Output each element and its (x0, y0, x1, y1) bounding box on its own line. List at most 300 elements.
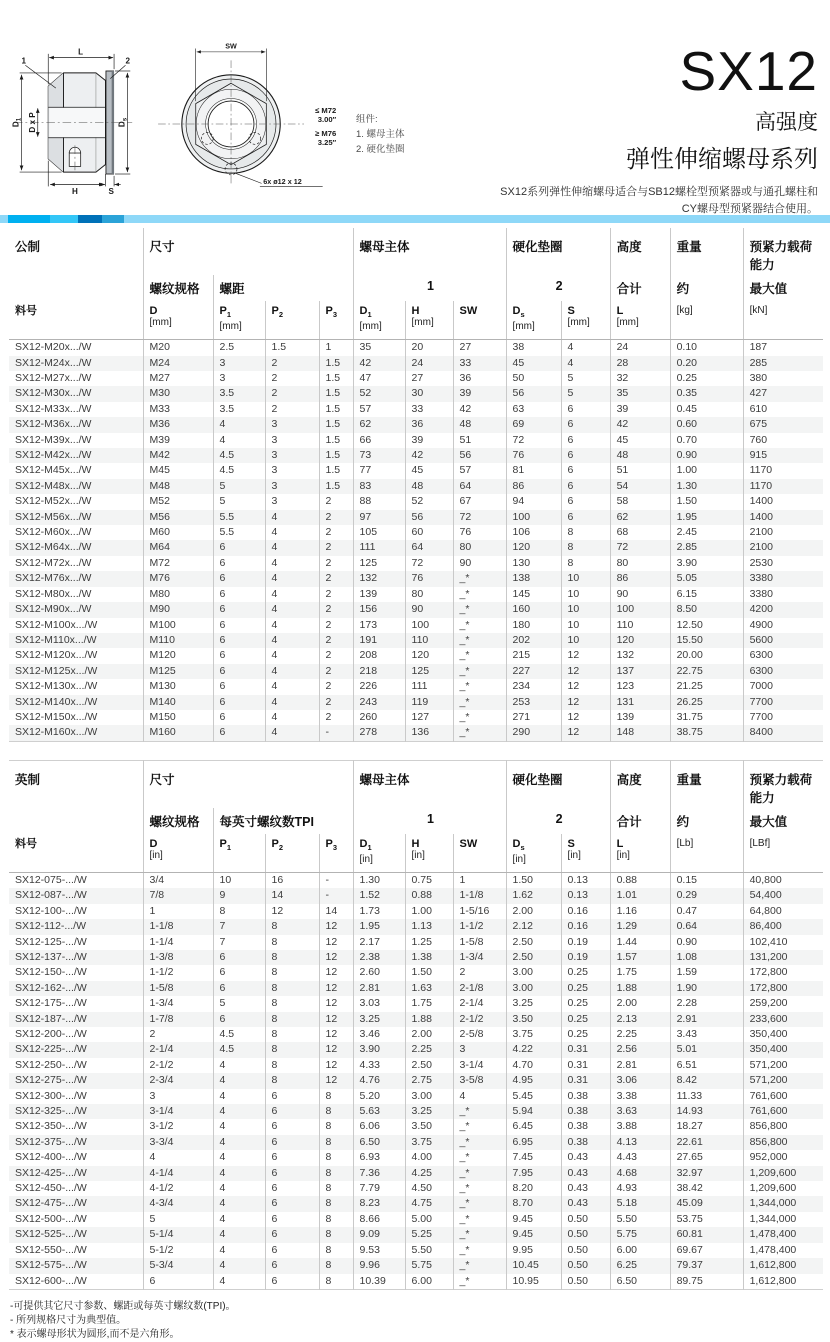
table-cell: _* (453, 1166, 506, 1181)
subgroup-header: 螺距 (213, 275, 353, 301)
table-cell: 0.50 (561, 1227, 610, 1242)
table-cell: 1.5 (319, 386, 353, 401)
table-cell: 2 (319, 556, 353, 571)
table-cell: 45 (506, 356, 561, 371)
table-cell: 1.75 (405, 996, 453, 1011)
table-cell: 1 (319, 340, 353, 356)
table-cell: _* (453, 571, 506, 586)
table-cell: 45 (610, 433, 670, 448)
table-cell: 2-1/8 (453, 981, 506, 996)
table-row (9, 872, 823, 888)
table-cell: M160 (143, 725, 213, 741)
header-section (0, 0, 830, 215)
table-cell: 16 (265, 872, 319, 888)
table-cell: 1400 (743, 510, 823, 525)
column-header: S [in] (561, 834, 610, 873)
table-cell: 1.63 (405, 981, 453, 996)
table-cell: 0.25 (561, 1027, 610, 1042)
table-cell: 1-5/8 (453, 935, 506, 950)
table-cell: 0.38 (561, 1119, 610, 1134)
table-cell: 119 (405, 695, 453, 710)
table-cell: 1.30 (353, 872, 405, 888)
table-cell: 0.31 (561, 1058, 610, 1073)
table-cell: _* (453, 1196, 506, 1211)
table-cell: 53.75 (670, 1212, 743, 1227)
table-cell: 1.5 (319, 356, 353, 371)
table-row (9, 1227, 823, 1242)
table-cell: 2.56 (610, 1042, 670, 1057)
table-cell: 26.25 (670, 695, 743, 710)
table-cell: 0.38 (561, 1135, 610, 1150)
table-cell: 8 (265, 1012, 319, 1027)
group-header: 重量 (670, 228, 743, 275)
group-header: 尺寸 (143, 228, 353, 275)
table-cell: 57 (453, 463, 506, 478)
table-cell: 15.50 (670, 633, 743, 648)
table-cell: 6 (213, 618, 265, 633)
table-cell: 1-1/8 (143, 919, 213, 934)
table-cell: _* (453, 648, 506, 663)
table-cell: 63 (506, 402, 561, 417)
table-cell: 67 (453, 494, 506, 509)
title-block (500, 40, 818, 218)
table-cell: 3 (265, 417, 319, 432)
table-cell: 8 (213, 904, 265, 919)
table-row (9, 710, 823, 725)
table-cell: 1.29 (610, 919, 670, 934)
table-cell: 8.70 (506, 1196, 561, 1211)
table-cell: 52 (405, 494, 453, 509)
table-cell: 48 (405, 479, 453, 494)
table-cell: 2.25 (610, 1027, 670, 1042)
table-cell: 10 (561, 633, 610, 648)
table-cell: 0.25 (561, 981, 610, 996)
table-cell: 39 (405, 433, 453, 448)
table-cell: 12 (319, 919, 353, 934)
dim-label-SW: SW (225, 41, 237, 51)
table-cell: 6.25 (610, 1258, 670, 1273)
table-cell: 42 (405, 448, 453, 463)
table-cell: 12 (319, 935, 353, 950)
part-number-cell: SX12-M120x.../W (15, 649, 98, 662)
table-cell: 12 (561, 695, 610, 710)
part-number-cell: SX12-137-.../W (15, 950, 87, 963)
table-cell: 0.25 (561, 965, 610, 980)
part-number-cell: SX12-187-.../W (15, 1012, 87, 1025)
table-cell: 9.95 (506, 1243, 561, 1258)
table-cell: 12 (319, 1058, 353, 1073)
table-cell: 72 (610, 540, 670, 555)
table-row (9, 679, 823, 694)
table-cell: 0.31 (561, 1042, 610, 1057)
table-cell: 215 (506, 648, 561, 663)
table-cell: 6 (213, 664, 265, 679)
table-cell: 125 (353, 556, 405, 571)
table-cell: 4.50 (405, 1181, 453, 1196)
table-cell: 6 (213, 648, 265, 663)
table-cell: 6 (213, 633, 265, 648)
table-cell: 3 (265, 433, 319, 448)
table-cell: 77 (353, 463, 405, 478)
table-cell: M60 (143, 525, 213, 540)
table-cell: 2.25 (405, 1042, 453, 1057)
part-number-cell: SX12-M110x.../W (15, 633, 97, 646)
table-cell: 139 (353, 587, 405, 602)
group-header: 尺寸 (143, 760, 353, 808)
table-cell: - (319, 725, 353, 741)
table-cell: 610 (743, 402, 823, 417)
table-cell: 4 (265, 695, 319, 710)
table-cell: 4 (213, 1243, 265, 1258)
table-cell: 1.5 (319, 402, 353, 417)
column-header: [kg] (670, 301, 743, 340)
table-cell: 6.06 (353, 1119, 405, 1134)
table-cell: 21.25 (670, 679, 743, 694)
footnote: * 表示螺母形状为圆形,而不是六角形。 (10, 1329, 180, 1341)
table-row (9, 602, 823, 617)
accent-bar-segment (78, 215, 102, 223)
table-cell: 4.68 (610, 1166, 670, 1181)
table-cell: 2 (319, 525, 353, 540)
table-cell: 160 (506, 602, 561, 617)
table-row (9, 587, 823, 602)
table-cell: 125 (405, 664, 453, 679)
table-cell: 1-3/8 (143, 950, 213, 965)
table-cell: 4.5 (213, 1027, 265, 1042)
table-cell: 7.45 (506, 1150, 561, 1165)
table-cell: 1,209,600 (743, 1166, 823, 1181)
table-cell: 6 (265, 1181, 319, 1196)
holes-label: 6x ø12 x 12 (263, 177, 302, 187)
table-cell: 1-1/2 (453, 919, 506, 934)
table-cell: 2-3/4 (143, 1073, 213, 1088)
table-cell: 4 (213, 1166, 265, 1181)
table-cell: 4 (453, 1089, 506, 1104)
table-cell: M100 (143, 618, 213, 633)
table-cell: 1.01 (610, 888, 670, 903)
table-cell: 50 (506, 371, 561, 386)
table-cell: 5 (213, 996, 265, 1011)
table-cell: 8 (561, 525, 610, 540)
table-cell: 2 (265, 402, 319, 417)
part-number-cell: SX12-275-.../W (15, 1074, 87, 1087)
table-cell: 6 (213, 571, 265, 586)
table-cell: 10.95 (506, 1274, 561, 1290)
table-cell: 243 (353, 695, 405, 710)
table-cell: M140 (143, 695, 213, 710)
table-cell: 8 (319, 1243, 353, 1258)
table-cell: 52 (353, 386, 405, 401)
table-cell: 1-5/16 (453, 904, 506, 919)
table-row (9, 618, 823, 633)
table-cell: 4900 (743, 618, 823, 633)
table-cell: 9.53 (353, 1243, 405, 1258)
table-cell: 0.38 (561, 1104, 610, 1119)
group-header: 公制 (15, 240, 41, 254)
table-cell: 12 (319, 1042, 353, 1057)
table-cell: 79.37 (670, 1258, 743, 1273)
table-cell: 6 (561, 417, 610, 432)
table-cell: 6 (265, 1119, 319, 1134)
table-cell: M72 (143, 556, 213, 571)
table-cell: 4 (213, 1073, 265, 1088)
table-cell: 4.25 (405, 1166, 453, 1181)
column-header: $P_1$ (213, 834, 265, 873)
table-cell: M150 (143, 710, 213, 725)
column-header: SW (453, 834, 506, 873)
table-cell: 3 (265, 448, 319, 463)
table-cell: 3380 (743, 571, 823, 586)
column-header: $D_s$ [mm] (506, 301, 561, 340)
part-number-cell: SX12-087-.../W (15, 889, 87, 902)
table-cell: 0.16 (561, 904, 610, 919)
table-cell: 145 (506, 587, 561, 602)
part-number-cell: SX12-M64x.../W (15, 541, 92, 554)
table-cell: 3 (213, 371, 265, 386)
part-number-cell: SX12-475-.../W (15, 1197, 87, 1210)
subgroup-header: 每英寸螺纹数TPI (213, 808, 353, 834)
table-row (9, 1166, 823, 1181)
part-number-cell: SX12-M125x.../W (15, 664, 98, 677)
table-cell: 290 (506, 725, 561, 741)
subgroup-header: 2 (506, 808, 610, 834)
table-cell: 6 (213, 587, 265, 602)
part-number-cell: SX12-M39x.../W (15, 433, 92, 446)
table-cell: 2.45 (670, 525, 743, 540)
table-cell: 54,400 (743, 888, 823, 903)
table-cell: M36 (143, 417, 213, 432)
table-cell: 271 (506, 710, 561, 725)
table-cell: 9.09 (353, 1227, 405, 1242)
table-row (9, 1058, 823, 1073)
part-callout-1: 1 (21, 56, 27, 66)
table-cell: 2100 (743, 525, 823, 540)
dim-label-H: H (72, 187, 78, 197)
table-cell: 7/8 (143, 888, 213, 903)
table-cell: 1.59 (670, 965, 743, 980)
table-cell: 8.42 (670, 1073, 743, 1088)
table-cell: 3 (265, 494, 319, 509)
table-row (9, 725, 823, 741)
table-cell: _* (453, 1243, 506, 1258)
table-cell: 7 (213, 919, 265, 934)
table-cell: 1.44 (610, 935, 670, 950)
table-cell: 0.50 (561, 1274, 610, 1290)
table-cell: 76 (506, 448, 561, 463)
column-header: L [mm] (610, 301, 670, 340)
table-cell: _* (453, 695, 506, 710)
table-cell: 1.5 (319, 371, 353, 386)
table-cell: 5.25 (405, 1227, 453, 1242)
table-cell: 4.13 (610, 1135, 670, 1150)
table-cell: 58 (610, 494, 670, 509)
table-cell: 100 (405, 618, 453, 633)
table-row (9, 571, 823, 586)
table-cell: _* (453, 1150, 506, 1165)
table-cell: 4 (265, 571, 319, 586)
column-header: H [mm] (405, 301, 453, 340)
table-cell: 5 (143, 1212, 213, 1227)
table-cell: 8 (561, 540, 610, 555)
part-number-cell: SX12-550-.../W (15, 1243, 87, 1256)
front-view-drawing (146, 40, 350, 191)
accent-bar-segment (8, 215, 50, 223)
table-cell: 761,600 (743, 1089, 823, 1104)
table-row (9, 981, 823, 996)
table-cell: 4 (143, 1150, 213, 1165)
table-cell: 6 (265, 1166, 319, 1181)
table-cell: 10.39 (353, 1274, 405, 1290)
part-number-cell: SX12-400-.../W (15, 1151, 87, 1164)
table-cell: 4.75 (405, 1196, 453, 1211)
accent-bar (0, 215, 830, 223)
part-number-cell: SX12-600-.../W (15, 1274, 87, 1287)
table-cell: M20 (143, 340, 213, 356)
metric-table (9, 228, 823, 742)
table-cell: 57 (353, 402, 405, 417)
table-cell: 64 (453, 479, 506, 494)
column-header: D [mm] (143, 301, 213, 340)
table-cell: 68 (610, 525, 670, 540)
table-cell: 8.23 (353, 1196, 405, 1211)
table-cell: 89.75 (670, 1274, 743, 1290)
size-note-le-inch: 3.00″ (317, 114, 337, 124)
table-cell: 2.5 (213, 340, 265, 356)
table-cell: 64 (405, 540, 453, 555)
table-cell: 4.76 (353, 1073, 405, 1088)
part-number-cell: SX12-M52x.../W (15, 495, 92, 508)
table-cell: 12 (319, 1012, 353, 1027)
table-row (9, 950, 823, 965)
table-cell: 1-3/4 (453, 950, 506, 965)
table-cell: 42 (453, 402, 506, 417)
table-cell: M33 (143, 402, 213, 417)
table-cell: 80 (405, 587, 453, 602)
table-row (9, 463, 823, 478)
table-cell: 3 (453, 1042, 506, 1057)
table-cell: 1.38 (405, 950, 453, 965)
table-cell: 72 (506, 433, 561, 448)
table-cell: 10 (561, 602, 610, 617)
table-cell: 1.13 (405, 919, 453, 934)
table-cell: 3.90 (353, 1042, 405, 1057)
table-row (9, 1181, 823, 1196)
table-cell: 9.45 (506, 1212, 561, 1227)
table-cell: 4.5 (213, 463, 265, 478)
table-cell: 32.97 (670, 1166, 743, 1181)
table-cell: 4 (265, 587, 319, 602)
table-cell: _* (453, 725, 506, 741)
table-cell: 0.88 (610, 872, 670, 888)
table-cell: 1,612,800 (743, 1274, 823, 1290)
group-header: 重量 (670, 760, 743, 808)
part-number-cell: SX12-M27x.../W (15, 372, 92, 384)
table-cell: 3/4 (143, 872, 213, 888)
table-cell: 12 (319, 996, 353, 1011)
table-cell: 3.5 (213, 402, 265, 417)
table-cell: 4 (561, 356, 610, 371)
table-cell: 2 (265, 386, 319, 401)
part-number-cell: SX12-225-.../W (15, 1043, 87, 1056)
table-cell: 5 (213, 494, 265, 509)
table-cell: 100 (506, 510, 561, 525)
table-cell: 24 (610, 340, 670, 356)
table-row (9, 1196, 823, 1211)
table-cell: 2-1/4 (143, 1042, 213, 1057)
table-cell: 4 (213, 1135, 265, 1150)
table-cell: 4 (265, 710, 319, 725)
table-cell: 2 (319, 679, 353, 694)
table-cell: 6300 (743, 648, 823, 663)
table-cell: 0.19 (561, 935, 610, 950)
table-cell: 30 (405, 386, 453, 401)
table-cell: 9 (213, 888, 265, 903)
table-cell: 2-1/2 (453, 1012, 506, 1027)
table-cell: 3-1/4 (143, 1104, 213, 1119)
page-title: SX12 (679, 40, 818, 102)
table-cell: 6 (213, 1012, 265, 1027)
table-cell: 0.43 (561, 1150, 610, 1165)
table-cell: 0.88 (405, 888, 453, 903)
table-cell: 8 (319, 1181, 353, 1196)
table-cell: 5.75 (610, 1227, 670, 1242)
part-number-cell: SX12-M60x.../W (15, 526, 92, 539)
table-row (9, 1243, 823, 1258)
table-row (9, 648, 823, 663)
table-cell: 4 (213, 1258, 265, 1273)
table-cell: 110 (405, 633, 453, 648)
table-cell: 2.50 (506, 935, 561, 950)
table-cell: 0.10 (670, 340, 743, 356)
table-cell: 48 (453, 417, 506, 432)
table-cell: 6 (561, 510, 610, 525)
subgroup-header: 约 (670, 808, 743, 834)
table-cell: 8 (319, 1196, 353, 1211)
table-cell: 760 (743, 433, 823, 448)
table-cell: 8 (319, 1258, 353, 1273)
table-cell: 7000 (743, 679, 823, 694)
table-cell: M39 (143, 433, 213, 448)
table-cell: 10 (561, 618, 610, 633)
table-cell: 172,800 (743, 965, 823, 980)
table-cell: 2 (319, 587, 353, 602)
table-cell: 675 (743, 417, 823, 432)
table-cell: 260 (353, 710, 405, 725)
table-cell: 2.50 (506, 950, 561, 965)
part-number-cell: SX12-162-.../W (15, 981, 87, 994)
table-row (9, 1012, 823, 1027)
table-cell: 3.5 (213, 386, 265, 401)
table-cell: 8 (265, 996, 319, 1011)
subgroup-header: 约 (670, 275, 743, 301)
table-cell: 2.50 (405, 1058, 453, 1073)
subgroup-header: 螺纹规格 (143, 808, 213, 834)
table-cell: 4 (213, 1058, 265, 1073)
table-cell: 4.43 (610, 1150, 670, 1165)
table-cell: 5.5 (213, 525, 265, 540)
table-row (9, 340, 823, 356)
page-subtitle-1: 高强度 (755, 111, 818, 134)
part-number-cell: SX12-575-.../W (15, 1259, 87, 1272)
table-cell: 1.52 (353, 888, 405, 903)
table-cell: 0.47 (670, 904, 743, 919)
table-cell: 6 (213, 540, 265, 555)
table-cell: 1.90 (670, 981, 743, 996)
table-cell: 6 (213, 679, 265, 694)
table-cell: 0.13 (561, 888, 610, 903)
table-cell: 5-3/4 (143, 1258, 213, 1273)
metric-table-section (9, 228, 821, 742)
